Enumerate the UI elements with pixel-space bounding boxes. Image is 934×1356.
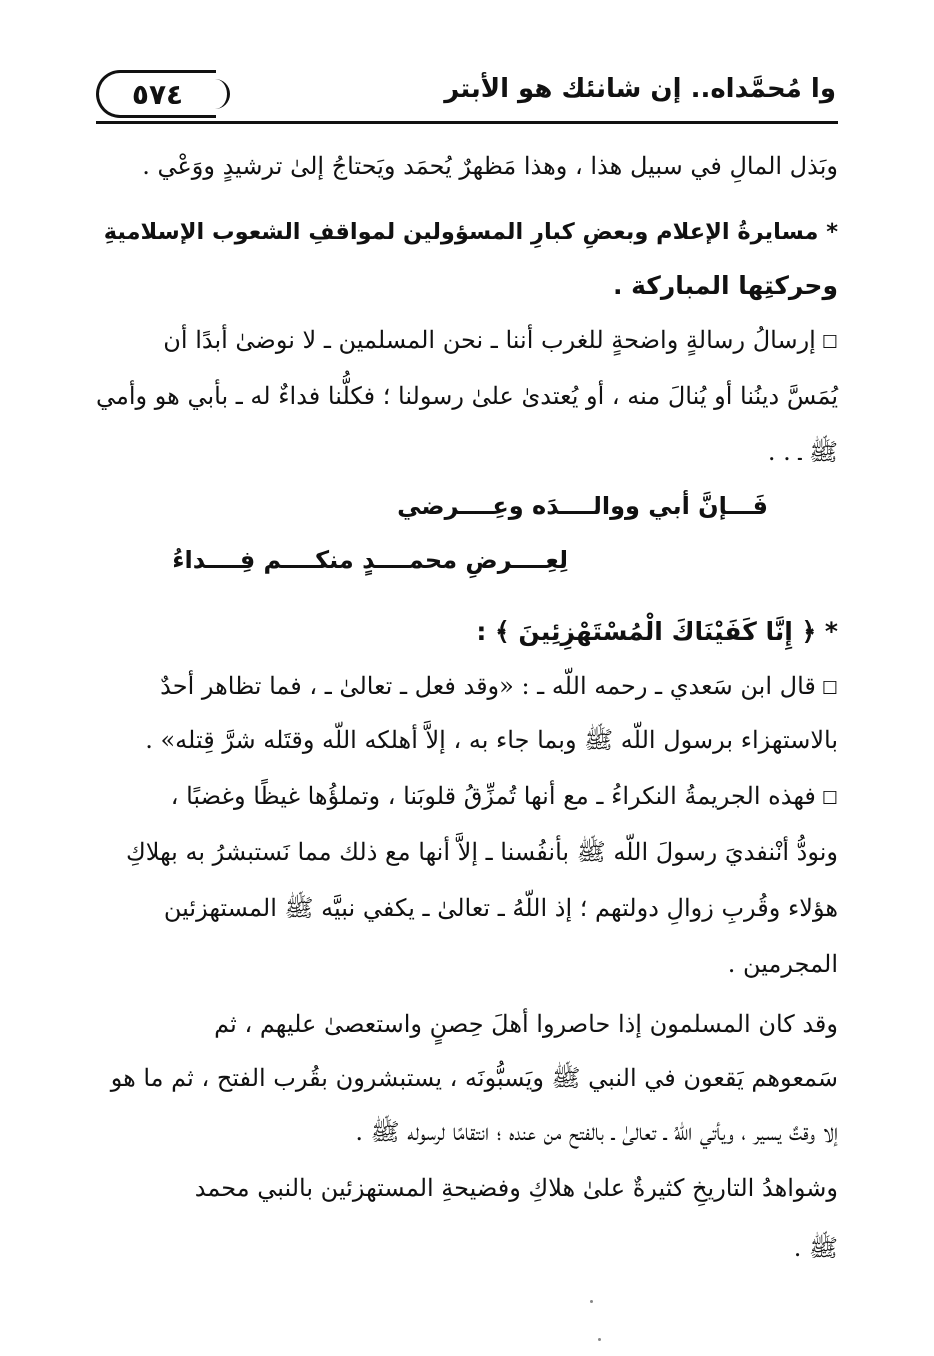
text-line: هؤلاء وقُربِ زوالِ دولتهم ؛ إذ اللّهُ ـ تعالىٰ ـ يكفي نبيَّه ﷺ المستهزئين <box>163 894 838 922</box>
quran-heading: * ﴿ إِنَّا كَفَيْنَاكَ الْمُسْتَهْزِئِينَ ﴾ : <box>476 617 838 646</box>
text-line: وقد كان المسلمون إذا حاصروا أهلَ حِصنٍ واستعصىٰ عليهم ، ثم <box>214 1010 838 1038</box>
text-line: وشواهدُ التاريخِ كثيرةٌ علىٰ هلاكِ وفضيحةِ المستهزئين بالنبي محمد <box>194 1174 838 1202</box>
page-header <box>96 66 836 126</box>
text-line: ونودُّ أنْنفديَ رسولَ اللّه ﷺ بأنفُسنا ـ إلاَّ أنها مع ذلك مما نَستبشرُ به بهلاكِ <box>126 838 838 866</box>
page-number: ٥٧٤ <box>131 77 184 111</box>
section-heading-cont: وحركتِها المباركة . <box>612 271 838 300</box>
text-line: وبَذل المالِ في سبيل هذا ، وهذا مَظهرٌ يُحمَد ويَحتاجُ إلىٰ ترشيدٍ ووَعْي . <box>142 152 838 180</box>
text-line: إلا وقتٌ يسير ، ويأتي اللّهُ ـ تعالىٰ ـ بالفتح من عنده ؛ انتقامًا لرسوله ﷺ . <box>355 1118 838 1146</box>
section-heading: * مسايرةُ الإعلام وبعضِ كبارِ المسؤولين لمواقفِ الشعوب الإسلاميةِ <box>103 219 838 245</box>
paragraph-line <box>98 320 838 363</box>
poem-verse-2: لِعِــــرضِ محمــــدٍ منكــــم فِــــداءُ <box>172 546 568 574</box>
paragraph-text: قال ابن سَعدي ـ رحمه اللّه ـ : «وقد فعل ـ تعالىٰ ـ ، فما تظاهر أحدٌ <box>160 672 816 700</box>
text-line: المجرمين . <box>727 950 838 978</box>
square-bullet-icon: ☐ <box>821 678 838 699</box>
square-bullet-icon: ☐ <box>821 788 838 809</box>
text-line: ﷺ . <box>793 1234 838 1262</box>
poem-verse-1: فَـــإنَّ أبي ووالــــدَه وعِــــرضي <box>397 492 768 520</box>
paragraph-line <box>98 666 838 709</box>
header-rule <box>96 121 838 124</box>
scan-speck <box>590 1300 593 1303</box>
text-line: سَمعوهم يَقعون في النبي ﷺ ويَسبُّونَه ، يستبشرون بقُرب الفتح ، ثم ما هو <box>110 1064 838 1092</box>
text-line: ﷺ ـ . . <box>767 438 838 466</box>
square-bullet-icon: ☐ <box>821 332 838 353</box>
text-line: بالاستهزاء برسول اللّه ﷺ وبما جاء به ، إلاَّ أهلكه اللّه وقتَله شرَّ قِتله» . <box>145 726 838 754</box>
scan-speck <box>598 1338 601 1341</box>
paragraph-text: إرسالُ رسالةٍ واضحةٍ للغرب أننا ـ نحن المسلمين ـ لا نوضىٰ أبدًا أن <box>163 326 816 354</box>
text-line: يُمَسَّ دينُنا أو يُنالَ منه ، أو يُعتدىٰ علىٰ رسولنا ؛ فكلُّنا فداءٌ له ـ بأبي هو وأمي <box>96 382 838 410</box>
paragraph-line <box>98 776 838 819</box>
paragraph-text: فهذه الجريمةُ النكراءُ ـ مع أنها تُمزِّقُ قلوبَنا ، وتملؤُها غيظًا وغضبًا ، <box>170 782 816 810</box>
running-title: وا مُحمَّداه.. إن شانئك هو الأبتر <box>444 74 836 104</box>
page-number-badge <box>96 70 216 118</box>
